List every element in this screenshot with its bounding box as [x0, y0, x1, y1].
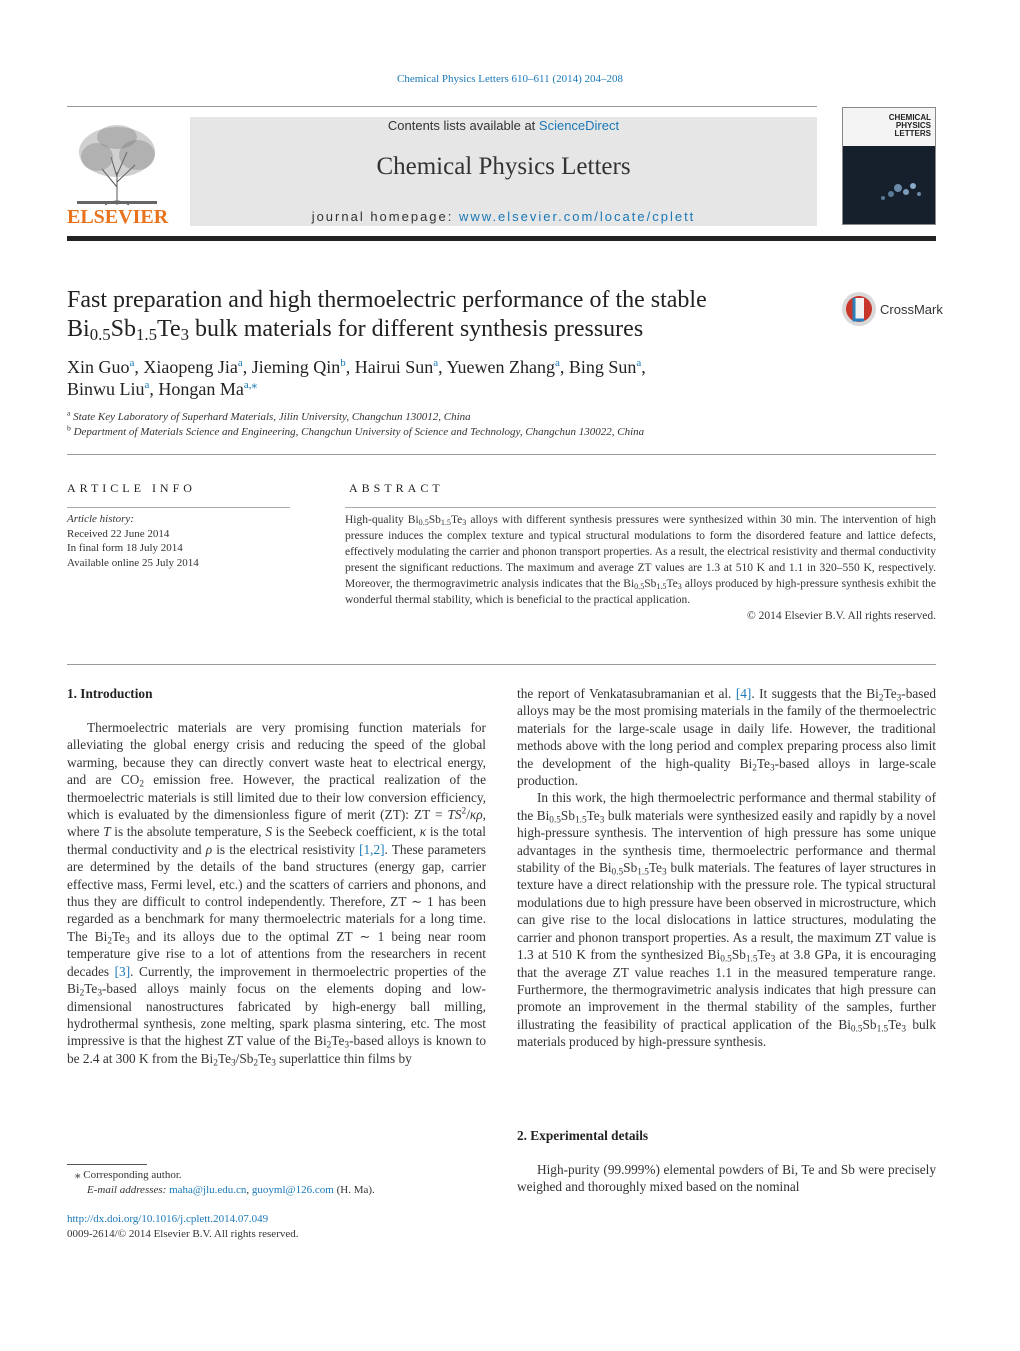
experimental-heading: 2. Experimental details — [517, 1128, 649, 1143]
crossmark-icon — [840, 290, 880, 330]
crossmark-badge[interactable] — [840, 290, 943, 330]
email-line: E-mail addresses: maha@jlu.edu.cn, guoyml@126.com (H. Ma). — [87, 1183, 375, 1196]
homepage-link[interactable]: www.elsevier.com/locate/cplett — [459, 209, 696, 224]
author-affil-mark[interactable]: a — [144, 379, 150, 391]
author-name[interactable]: Yuewen Zhang — [446, 357, 555, 377]
doi-block — [67, 1212, 299, 1241]
title-line-1: Fast preparation and high thermoelectric performance of the stable — [67, 287, 707, 313]
doi-link[interactable]: http://dx.doi.org/10.1016/j.cplett.2014.07.049 — [67, 1213, 269, 1225]
issn-rights: 0009-2614/© 2014 Elsevier B.V. All rights reserved. — [67, 1227, 299, 1240]
author-name[interactable]: Hongan Ma — [158, 379, 244, 399]
cover-title-line2: PHYSICS — [895, 121, 931, 130]
affiliation-b-text: Department of Materials Science and Engineering, Changchun University of Science and Technology, Changchun 130022, China — [73, 426, 645, 438]
history-received: Received 22 June 2014 — [67, 527, 170, 540]
homepage-line — [190, 209, 817, 224]
abstract-label: ABSTRACT — [349, 481, 444, 495]
footnote — [67, 1168, 375, 1197]
cover-title-line1: CHEMICAL — [888, 113, 931, 122]
article-history — [67, 512, 199, 570]
author-affil-mark[interactable]: a — [433, 357, 439, 369]
intro-paragraph-1-cont: the report of Venkatasubramanian et al. [4]. It suggests that the $Bi_2Te_3$-based alloys may be the most promising materials in the family of the thermoelectric materials for the large-scale usage in daily life. However, the traditional methods above with the long period and complex preparing process also limit the development of the high-quality $Bi_2Te_3$-based alloys in large-scale production. — [517, 686, 936, 789]
email-link-1[interactable]: maha@jlu.edu.cn — [169, 1183, 247, 1196]
journal-title: Chemical Physics Letters — [376, 153, 631, 180]
intro-paragraph-2: In this work, the high thermoelectric performance and thermal stability of the $Bi_{0.5}Sb_{1.5}Te_3$ bulk materials were synthesized easily and rapidly by a novel high-pressure synthesis. The intervention of high pressure has some unique advantages in the synthesis time, thermoelectric performance and thermal stability of the $Bi_{0.5}Sb_{1.5}Te_3$ bulk materials. The features of layer structures in texture have a direct relationship with the pressure role. The typical structural modulations due to high pressure have been observed in microstructure, which can give rise to the local dislocations in lattice structures, modulating the carrier and phonon transport properties. As a result, the maximum ZT value is 1.3 at 510 K from the synthesized $Bi_{0.5}Sb_{1.5}Te_3$ at 3.8 GPa, it is encouraging that the average ZT value reaches 1.1 in the measured temperature range. Furthermore, the thermogravimetric analysis indicates that high pressure can promote an improvement in the thermal stability of the samples, further illustrating the feasibility of practical application of the $Bi_{0.5}Sb_{1.5}Te_3$ bulk materials produced by high-pressure synthesis. — [517, 790, 936, 1050]
corresponding-author: ⁎ Corresponding author. — [75, 1169, 182, 1181]
author-name[interactable]: Xin Guo — [67, 357, 130, 377]
sciencedirect-link[interactable]: ScienceDirect — [538, 118, 620, 133]
abstract-body: High-quality $Bi_{0.5}Sb_{1.5}Te_3$ alloys with different synthesis pressures were synthesized within 30 min. The intervention of high pressure induces the complex texture and typical structural modulations to form the disordered feature and lattice defects, effectively modulating the carrier and phonon transport properties. As a result, the electrical resistivity and thermal conductivity present the significant reductions. The maximum and average ZT values are 1.3 at 510 K and 1.1 in 320–550 K, respectively. Moreover, the thermogravimetric analysis indicates that the $Bi_{0.5}Sb_{1.5}Te_3$ alloys produced by high-pressure synthesis exhibit the wonderful thermal stability, which is beneficial to the practical application. © 2014 Elsevier B.V. All rights reserved. — [345, 514, 936, 622]
right-column-text — [517, 685, 936, 1051]
citation-link[interactable]: [1,2] — [359, 841, 385, 857]
author-affil-mark[interactable]: a — [554, 357, 560, 369]
email-suffix: (H. Ma). — [333, 1183, 375, 1196]
email-label: E-mail addresses: — [87, 1183, 170, 1196]
email-link-2[interactable]: guoyml@126.com — [251, 1183, 334, 1196]
abstract-copyright: © 2014 Elsevier B.V. All rights reserved. — [747, 610, 936, 622]
author-affil-mark[interactable]: a — [237, 357, 243, 369]
citation-link[interactable]: [4] — [735, 686, 752, 701]
crossmark-label: CrossMark — [880, 302, 943, 317]
homepage-prefix: journal homepage: — [311, 209, 459, 224]
body-divider — [67, 664, 936, 665]
affiliation-a-text: State Key Laboratory of Superhard Materials, Jilin University, Changchun 130012, China — [73, 411, 471, 423]
footnote-rule — [67, 1164, 147, 1165]
cover-title-line3: LETTERS — [894, 129, 931, 138]
journal-cover-thumbnail[interactable] — [842, 107, 936, 225]
intro-paragraph-1: Thermoelectric materials are very promising function materials for alleviating the global energy crisis and reducing the speed of the global warming, because they can directly convert waste heat to electrical energy, and are $CO_2$ emission free. However, the practical realization of the thermoelectric materials is still limited due to their low conversion efficiency, which is evaluated by the dimensionless figure of merit (ZT): ZT = $TS^2/\kappa\rho$, where T is the absolute temperature, S is the Seebeck coefficient, κ is the total thermal conductivity and ρ is the electrical resistivity [1,2]. These parameters are determined by the details of the band structures (energy gap, carrier effective mass, Fermi level, etc.) and the scatters of carriers and phonons, and thus they are difficult to control independently. Therefore, ZT ∼ 1 has been regarded as a benchmark for many thermoelectric materials for a long time. The $Bi_2Te_3$ and its alloys due to the optimal ZT ∼ 1 being near room temperature give rise to a lot of attentions from the researchers in recent decades [3]. Currently, the improvement in thermoelectric properties of the $Bi_2Te_3$-based alloys mainly focus on the elements doping and low-dimensional nanostructures fabricated by high-energy ball milling, hydrothermal synthesis, zone melting, spark plasma sintering, etc. The most impressive is that the highest ZT value of the $Bi_2Te_3$-based alloys is known to be 2.4 at 300 K from the $Bi_2Te_3/Sb_2Te_3$ superlattice thin films by — [67, 720, 487, 1069]
abstract-rule — [345, 507, 936, 508]
article-title — [67, 286, 827, 344]
cover-image — [843, 146, 935, 224]
author-name[interactable]: Xiaopeng Jia — [143, 357, 238, 377]
history-final: In final form 18 July 2014 — [67, 542, 183, 554]
title-line-2-suffix: bulk materials for different synthesis pressures — [189, 316, 644, 342]
title-line-2: $Bi_{0.5}Sb_{1.5}Te_3$ bulk materials for different synthesis pressures — [67, 316, 644, 345]
author-list: Xin Guo$^a$, Xiaopeng Jia$^a$, Jieming Qin$^b$, Hairui Sun$^a$, Yuewen Zhang$^a$, Bing Sun$^a$, Binwu Liu$^a$, Hongan $Ma^{a,⁎}$ — [67, 357, 646, 399]
author-name[interactable]: Jieming Qin — [251, 357, 341, 377]
experimental-paragraph-1: High-purity (99.999%) elemental powders of Bi, Te and Sb were precisely weighed and thoroughly mixed based on the nominal — [517, 1162, 936, 1195]
header-divider — [67, 106, 817, 107]
elsevier-wordmark: ELSEVIER — [67, 206, 169, 228]
contents-line — [190, 118, 817, 133]
article-info-label: ARTICLE INFO — [67, 481, 196, 495]
affiliation-divider — [67, 454, 936, 455]
citation-link[interactable]: [3] — [114, 963, 131, 979]
introduction-heading: 1. Introduction — [67, 686, 153, 701]
header-thick-rule — [67, 236, 936, 241]
author-affil-mark[interactable]: a — [129, 357, 135, 369]
author-affil-mark[interactable]: a — [636, 357, 642, 369]
contents-prefix: Contents lists available at — [387, 118, 539, 133]
journal-reference[interactable]: Chemical Physics Letters 610–611 (2014) 204–208 — [397, 73, 623, 85]
affiliation-a: $^a$ State Key Laboratory of Superhard Materials, Jilin University, Changchun 130012, China — [67, 408, 471, 423]
author-name[interactable]: Hairui Sun — [354, 357, 434, 377]
history-label: Article history: — [67, 513, 134, 525]
cover-title — [889, 114, 931, 138]
author-name[interactable]: Bing Sun — [568, 357, 637, 377]
author-affil-mark[interactable]: a,⁎ — [243, 379, 258, 391]
left-column-text — [67, 719, 486, 1067]
history-online: Available online 25 July 2014 — [67, 556, 199, 569]
article-info-rule — [67, 507, 290, 508]
experimental-text — [517, 1161, 936, 1196]
affiliation-b: $^b$ Department of Materials Science and Engineering, Changchun University of Science and Technology, Changchun 130022, China — [67, 423, 645, 438]
author-name[interactable]: Binwu Liu — [67, 379, 145, 399]
author-affil-mark[interactable]: b — [340, 357, 346, 369]
